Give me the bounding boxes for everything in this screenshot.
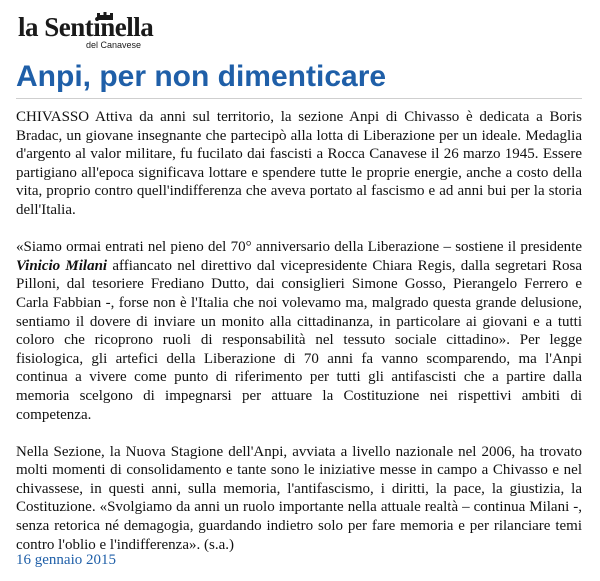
masthead-subtitle: del Canavese	[86, 40, 142, 50]
paragraph-2-intro: «Siamo ormai entrati nel pieno del 70° anniversario della Liberazione – sostiene il presidente	[16, 239, 582, 256]
article-title: Anpi, per non dimenticare	[16, 60, 387, 93]
paragraph-2-rest: affiancato nel direttivo dal vicepresidente Chiara Regis, dalla segretari Rosa Pilloni, dal tesoriere Frediano Dutto, dai consiglieri Simone Gosso, Pierangelo Ferrero e Carla Fabbian -, forse non è l'Italia che noi volevamo ma, malgrado questa grande delusione, sentiamo il dovere di inviare un monito alla cittadinanza, in particolare ai giovani e a tutti coloro che ricoprono ruoli di responsabilità nel tessuto sociale cittadino». Per legge fisiologica, gli artefici della Liberazione di 70 anni fa vanno scomparendo, ma l'Anpi continua a vivere come punto di riferimento per tutti gli antifascisti che a partire dalla memoria scelgono di impegnarsi per attuare la Costituzione nei rispettivi ambiti di competenza.	[16, 257, 582, 423]
president-name: Vinicio Milani	[16, 257, 108, 274]
masthead-name: la Sentinella	[18, 12, 154, 42]
newspaper-masthead	[18, 12, 178, 54]
paragraph-2	[16, 238, 582, 424]
publication-date: 16 gennaio 2015	[16, 552, 116, 568]
paragraph-1: CHIVASSO Attiva da anni sul territorio, la sezione Anpi di Chivasso è dedicata a Boris Bradac, un giovane insegnante che partecipò alla lotta di Liberazione per un ideale. Medaglia d'argento al valor militare, fu fucilato dai fascisti a Rocca Canavese il 26 marzo 1945. Essere partigiano all'epoca significava lottare e spendere tutte le proprie energie, anche a costo della vita, proprio contro quell'indifferenza che aveva portato al fascismo e ad anni bui per la storia dell'Italia.	[16, 109, 582, 218]
title-divider	[16, 98, 582, 99]
paragraph-3: Nella Sezione, la Nuova Stagione dell'Anpi, avviata a livello nazionale nel 2006, ha trovato molti momenti di consolidamento e tante sono le iniziative messe in campo a Chivasso e nel chivassese, in questi anni, sulla memoria, l'antifascismo, i diritti, la pace, la giustizia, la Costituzione. «Svolgiamo da anni un ruolo importante nella attuale realtà – continua Milani -, senza retorica né demagogia, guardando indietro solo per fare memoria e per rilanciare temi contro l'oblio e l'indifferenza». (s.a.)	[16, 443, 582, 553]
article-body	[16, 108, 582, 573]
